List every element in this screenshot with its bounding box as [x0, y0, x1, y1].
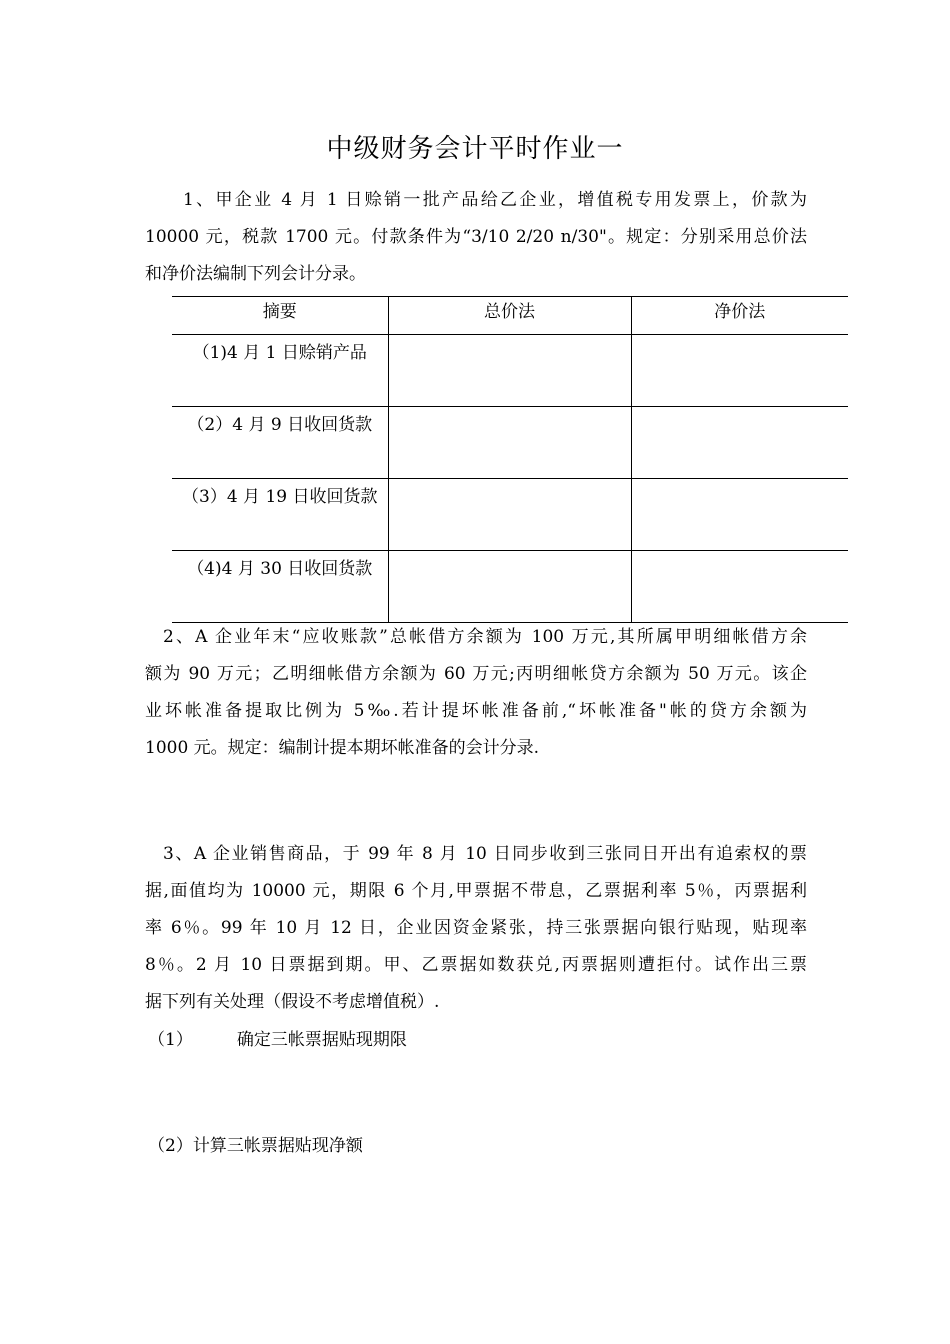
net-method-cell[interactable]	[631, 407, 848, 479]
question-3	[145, 836, 807, 1021]
net-method-cell[interactable]	[631, 551, 848, 623]
page-title: 中级财务会计平时作业一	[326, 134, 624, 164]
net-method-cell[interactable]	[631, 479, 848, 551]
header-net-price-method: 净价法	[631, 297, 848, 335]
total-method-cell[interactable]	[388, 551, 631, 623]
question-3-line: 据下列有关处理（假设不考虑增值税）.	[145, 992, 440, 1012]
header-summary: 摘要	[172, 297, 388, 335]
question-3-line: 8％。2 月 10 日票据到期。甲、乙票据如数获兑,丙票据则遭拒付。试作出三票	[145, 955, 807, 975]
header-total-price-method: 总价法	[388, 297, 631, 335]
question-2-line: 2、A 企业年末“应收账款”总帐借方余额为 100 万元,其所属甲明细帐借方余	[163, 627, 807, 647]
row-label: （4)4 月 30 日收回货款	[172, 551, 388, 623]
table-row	[172, 551, 848, 623]
net-method-cell[interactable]	[631, 335, 848, 407]
question-1-line: 1、甲企业 4 月 1 日赊销一批产品给乙企业，增值税专用发票上，价款为	[183, 190, 807, 210]
question-1-line: 10000 元，税款 1700 元。付款条件为“3/10 2/20 n/30"。规定：分别采用总价法	[145, 227, 807, 247]
row-label: （3）4 月 19 日收回货款	[172, 479, 388, 551]
question-3-line: 据,面值均为 10000 元，期限 6 个月,甲票据不带息，乙票据利率 5％，丙票据利	[145, 881, 807, 901]
question-2	[145, 619, 807, 767]
table-row	[172, 479, 848, 551]
question-3-line: 率 6％。99 年 10 月 12 日，企业因资金紧张，持三张票据向银行贴现，贴现率	[145, 918, 807, 938]
sub-question-1-number: （1）	[148, 1030, 193, 1050]
total-method-cell[interactable]	[388, 335, 631, 407]
total-method-cell[interactable]	[388, 479, 631, 551]
table-row	[172, 407, 848, 479]
table-row	[172, 335, 848, 407]
question-1-line: 和净价法编制下列会计分录。	[145, 264, 366, 284]
question-1	[145, 182, 807, 293]
sub-question-1-text: 确定三帐票据贴现期限	[236, 1030, 407, 1050]
question-2-line: 1000 元。规定：编制计提本期坏帐准备的会计分录.	[145, 738, 540, 758]
question-2-line: 额为 90 万元；乙明细帐借方余额为 60 万元;丙明细帐贷方余额为 50 万元。该企	[145, 664, 807, 684]
question-3-line: 3、A 企业销售商品，于 99 年 8 月 10 日同步收到三张同日开出有追索权的票	[163, 844, 807, 864]
total-method-cell[interactable]	[388, 407, 631, 479]
sub-question-1	[148, 1025, 407, 1055]
row-label: （1)4 月 1 日赊销产品	[172, 335, 388, 407]
table-header-row	[172, 297, 848, 335]
question-2-line: 业坏帐准备提取比例为 5‰.若计提坏帐准备前,“坏帐准备"帐的贷方余额为	[145, 701, 807, 721]
sub-question-2: （2）计算三帐票据贴现净额	[148, 1136, 363, 1156]
row-label: （2）4 月 9 日收回货款	[172, 407, 388, 479]
journal-entry-table	[172, 296, 848, 623]
